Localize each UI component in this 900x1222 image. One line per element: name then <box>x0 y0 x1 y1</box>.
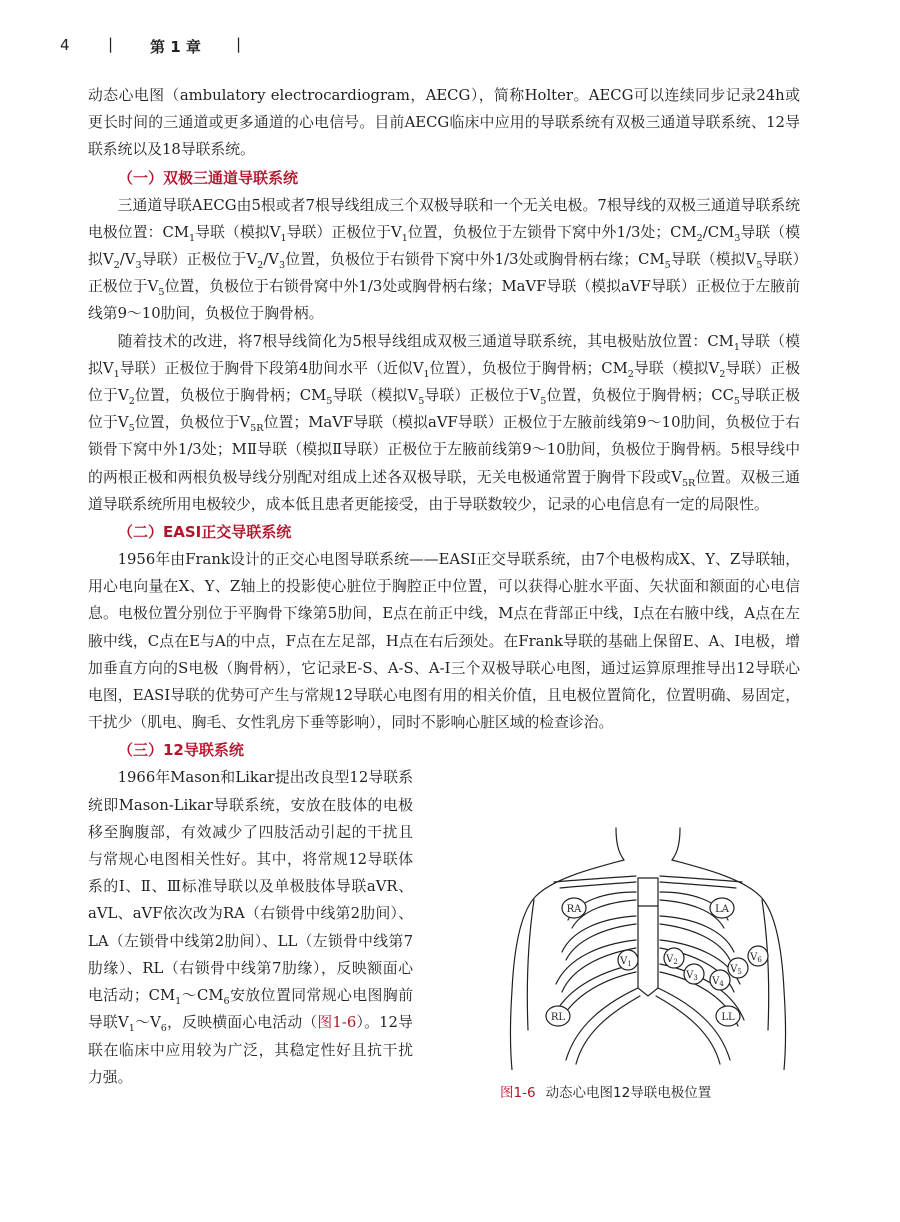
section3-text-column <box>88 764 413 1090</box>
label-v3: $V_3$ <box>686 970 698 983</box>
neck-right-line <box>672 828 680 860</box>
page-number: 4 <box>60 36 70 54</box>
right-arm-line <box>527 900 534 1030</box>
header-separator: | <box>108 35 114 53</box>
figure-reference[interactable]: 图1-6 <box>317 1014 357 1032</box>
figure-caption-number: 图1-6 <box>500 1085 536 1102</box>
label-ra: RA <box>566 904 582 916</box>
rib <box>660 916 734 952</box>
left-clavicle <box>660 876 742 882</box>
sternum <box>638 878 658 996</box>
rib <box>656 996 720 1064</box>
figure-caption <box>500 1080 822 1107</box>
section3-paragraph-1: 1966年Mason和Likar提出改良型12导联系统即Mason-Likar导联系统，安放在肢体的电极移至胸腹部，有效减少了四肢活动引起的干扰且与常规心电图相关性好。其中，将常规12导联体系的Ⅰ、Ⅱ、Ⅲ标准导联以及单极肢体导联aVR、aVL、aVF依次改为RA（右锁骨中线第2肋间）、LA（左锁骨中线第2肋间）、LL（左锁骨中线第7肋缘）、RL（右锁骨中线第7肋缘），反映额面心电活动；$CM_1\sim CM_6$安放位置同常规心电图胸前导联$V_1\sim V_6$，反映横面心电活动（图1-6）。12导联在临床中应用较为广泛，其稳定性好且抗干扰力强。 <box>88 769 413 1086</box>
section-heading-2: （二）EASI正交导联系统 <box>118 523 292 542</box>
figure-caption-text: 动态心电图12导联电极位置 <box>545 1085 712 1102</box>
section2-paragraph-1: 1956年由Frank设计的正交心电图导联系统——EASI正交导联系统，由7个电极构成X、Y、Z导联轴，用心电向量在X、Y、Z轴上的投影使心脏位于胸腔正中位置，可以获得心脏水平面、矢状面和额面的心电信息。电极位置分别位于平胸骨下缘第5肋间，E点在前正中线，M点在背部正中线，I点在右腋中线，A点在左腋中线，C点在E与A的中点，F点在左足部，H点在右后颈处。在Frank导联的基础上保留E、A、I电极，增加垂直方向的S电极（胸骨柄），它记录E-S、A-S、A-I三个双极导联心电图，通过运算原理推导出12导联心电图，EASI导联的优势可产生与常规12导联心电图有用的相关价值，且电极位置简化，位置明确、易固定，干扰少（肌电、胸毛、女性乳房下垂等影响），同时不影响心脏区域的检查诊治。 <box>88 551 800 732</box>
neck-left-line <box>616 828 624 860</box>
label-v2: $V_2$ <box>666 954 678 967</box>
figure-1-6 <box>476 820 822 1107</box>
section-heading-1: （一）双极三通道导联系统 <box>118 168 299 187</box>
section1-paragraph-1: 三通道导联AECG由5根或者7根导线组成三个双极导联和一个无关电极。7根导线的双极三通道导联系统电极位置：$CM_1$导联（模拟$V_1$导联）正极位于$V_1$位置，负极位于左锁骨下窝中外1/3处；$CM_2/CM_3$导联（模拟$V_2/V_3$导联）正极位于$V_2/V_3$位置，负极位于右锁骨下窝中外1/3处或胸骨柄右缘；$CM_5$导联（模拟$V_5$导联）正极位于$V_5$位置，负极位于右锁骨窝中外1/3处或胸骨柄右缘；MaVF导联（模拟aVF导联）正极位于左腋前线第9～10肋间，负极位于胸骨柄。 <box>88 196 801 323</box>
section3-content <box>88 764 800 1102</box>
rib <box>566 988 638 1060</box>
header-separator: | <box>236 35 242 53</box>
right-clavicle-lower <box>560 882 636 888</box>
page-body <box>88 82 801 1102</box>
label-rl: RL <box>550 1012 566 1024</box>
section1-paragraph-2: 随着技术的改进，将7根导线简化为5根导线组成双极三通道导联系统，其电极贴放位置：$CM_1$导联（模拟$V_1$导联）正极位于胸骨下段第4肋间水平（近似$V_1$位置），负极位于胸骨柄；$CM_2$导联（模拟$V_2$导联）正极位于$V_2$位置，负极位于胸骨柄；$CM_5$导联（模拟$V_5$导联）正极位于$V_5$位置，负极位于胸骨柄；$CC_5$导联正极位于$V_5$位置，负极位于$V_{5R}$位置；MaVF导联（模拟aVF导联）正极位于左腋前线第9～10肋间，负极位于右锁骨下窝中外1/3处；MⅡ导联（模拟Ⅱ导联）正极位于左腋前线第9～10肋间，负极位于胸骨柄。5根导线中的两根正极和两根负极导线分别配对组成上述各双极导联，无关电极通常置于胸骨下段或$V_{5R}$位置。双极三通道导联系统所用电极较少，成本低且患者更能接受，由于导联数较少，记录的心电信息有一定的局限性。 <box>88 332 801 513</box>
label-la: LA <box>715 904 729 916</box>
section-heading-3: （三）12导联系统 <box>118 741 244 760</box>
rib <box>562 916 636 952</box>
label-v6: $V_6$ <box>750 952 762 965</box>
label-v5: $V_5$ <box>730 964 742 977</box>
label-v4: $V_4$ <box>712 976 724 989</box>
rib <box>658 988 730 1060</box>
left-clavicle-lower <box>660 882 736 888</box>
chest-electrode-diagram <box>476 820 822 1070</box>
rib <box>576 996 640 1064</box>
label-ll: LL <box>721 1012 735 1024</box>
right-clavicle <box>554 876 636 882</box>
label-v1: $V_1$ <box>620 956 632 969</box>
chapter-title: 第 1 章 <box>150 38 201 56</box>
intro-paragraph: 动态心电图（ambulatory electrocardiogram，AECG），简称Holter。AECG可以连续同步记录24h或更长时间的三通道或更多通道的心电信号。目前AECG临床中应用的导联系统有双极三通道导联系统、12导联系统以及18导联系统。 <box>88 87 800 159</box>
